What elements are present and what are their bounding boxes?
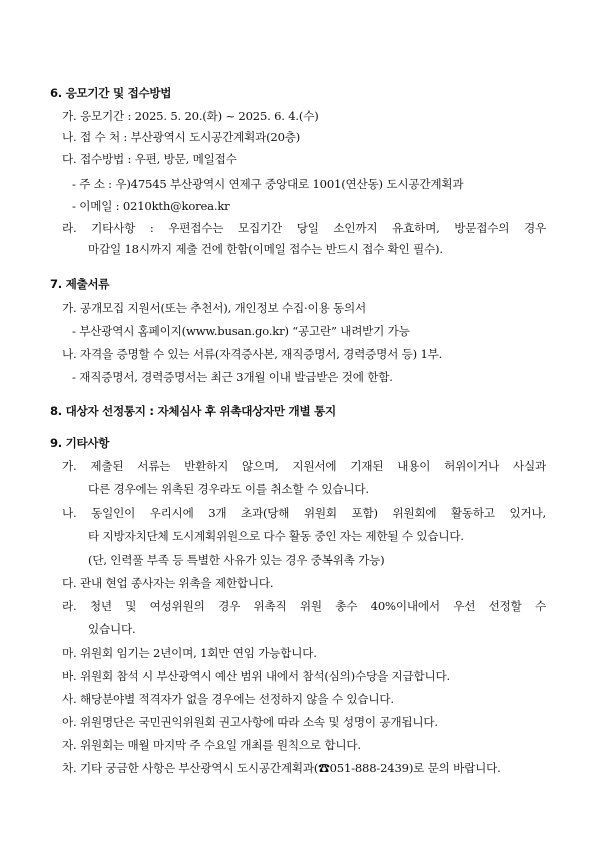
- section-7-item-ga: 가. 공개모집 지원서(또는 추천서), 개인정보 수집·이용 동의서: [62, 301, 367, 315]
- section-9-item-ga-cont: 다른 경우에는 위촉된 경우라도 이를 취소할 수 있습니다.: [88, 482, 369, 496]
- section-7-item-na: 나. 자격을 증명할 수 있는 서류(자격증사본, 재직증명서, 경력증명서 등) 1부.: [62, 347, 443, 361]
- section-6-email: - 이메일 : 0210kth@korea.kr: [72, 199, 230, 213]
- section-7-heading: 7. 제출서류: [50, 277, 110, 291]
- section-9-item-a: 아. 위원명단은 국민권익위원회 권고사항에 따라 소속 및 성명이 공개됩니다.: [62, 715, 438, 729]
- section-9-item-sa: 사. 해당분야별 적격자가 없을 경우에는 선정하지 않을 수 있습니다.: [62, 692, 394, 706]
- section-9-item-cha: 차. 기타 궁금한 사항은 부산광역시 도시공간계획과(☎051-888-2439)로 문의 바랍니다.: [62, 761, 501, 775]
- section-6-heading: 6. 응모기간 및 접수방법: [50, 86, 172, 100]
- section-9-heading: 9. 기타사항: [50, 436, 110, 450]
- section-9-item-ra-cont: 있습니다.: [88, 622, 136, 636]
- section-6-item-ra-cont: 마감일 18시까지 제출 건에 한함(이메일 접수는 반드시 접수 확인 필수).: [88, 242, 443, 256]
- section-9-item-na-cont: 타 지방자치단체 도시계획위원으로 다수 활동 중인 자는 제한될 수 있습니다.: [88, 529, 464, 543]
- section-9-item-ba: 바. 위원회 참석 시 부산광역시 예산 범위 내에서 참석(심의)수당을 지급합니다.: [62, 669, 450, 683]
- section-9-item-da: 다. 관내 현업 종사자는 위촉을 제한합니다.: [62, 576, 274, 590]
- section-6-item-na: 나. 접 수 처 : 부산광역시 도시공간계획과(20층): [62, 130, 301, 144]
- section-9-item-ja: 자. 위원회는 매월 마지막 주 수요일 개최를 원칙으로 합니다.: [62, 738, 361, 752]
- section-9-item-na: 나. 동일인이 우리시에 3개 초과(당해 위원회 포함) 위원회에 활동하고 있거나,: [62, 506, 546, 520]
- section-7-note: - 재직증명서, 경력증명서는 최근 3개월 이내 발급받은 것에 한함.: [72, 370, 393, 384]
- section-8-heading: 8. 대상자 선정통지 : 자체심사 후 위촉대상자만 개별 통지: [50, 404, 336, 418]
- section-6-item-da: 다. 접수방법 : 우편, 방문, 메일접수: [62, 152, 237, 166]
- section-6-address: - 주 소 : 우)47545 부산광역시 연제구 중앙대로 1001(연산동) 도시공간계획과: [72, 177, 464, 191]
- section-9-item-ma: 마. 위원회 임기는 2년이며, 1회만 연임 가능합니다.: [62, 646, 317, 660]
- section-7-homepage: - 부산광역시 홈페이지(www.busan.go.kr) “공고란” 내려받기 가능: [72, 324, 410, 338]
- section-9-item-ra: 라. 청년 및 여성위원의 경우 위촉직 위원 총수 40%이내에서 우선 선정할 수: [62, 599, 546, 613]
- section-6-item-ra: 라. 기타사항 : 우편접수는 모집기간 당일 소인까지 유효하며, 방문접수의 경우: [62, 221, 546, 235]
- section-9-item-na-note: (단, 인력풀 부족 등 특별한 사유가 있는 경우 중복위촉 가능): [88, 553, 385, 567]
- section-9-item-ga: 가. 제출된 서류는 반환하지 않으며, 지원서에 기재된 내용이 허위이거나 사실과: [62, 459, 546, 473]
- section-6-item-ga: 가. 응모기간 : 2025. 5. 20.(화) ~ 2025. 6. 4.(수): [62, 109, 319, 123]
